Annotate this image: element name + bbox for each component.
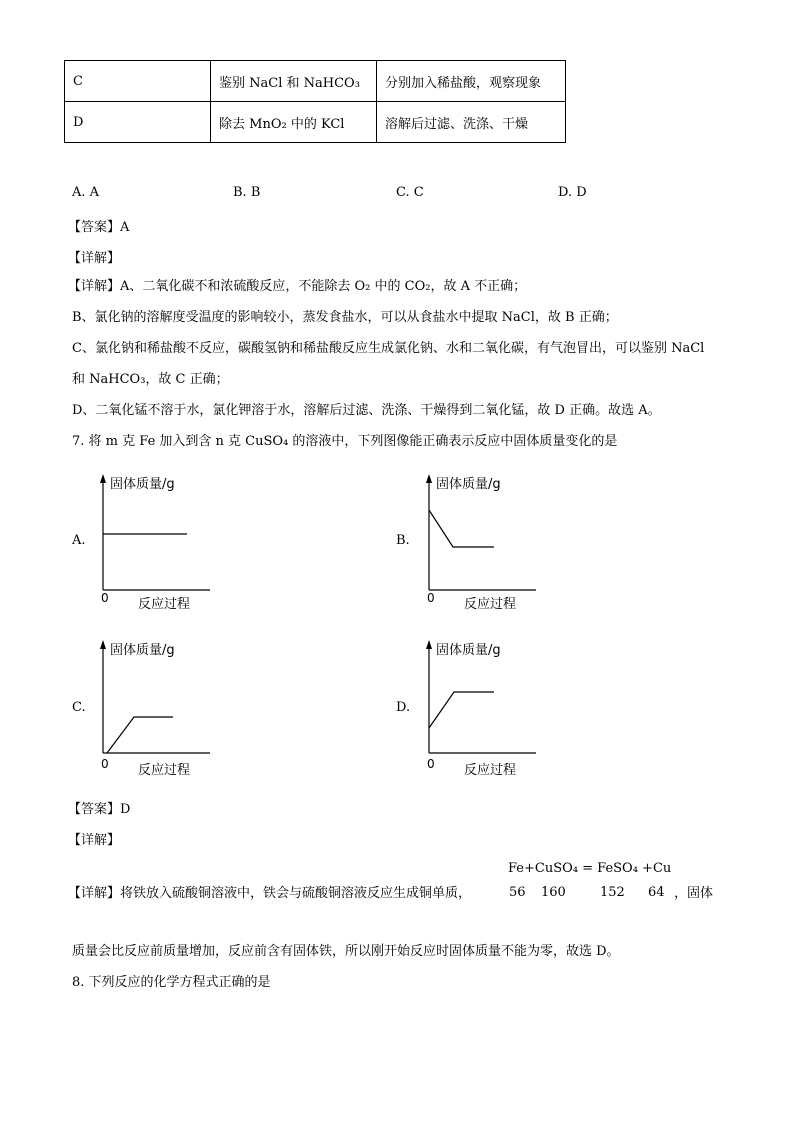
y-axis-arrow-icon [100, 640, 106, 649]
table-row [65, 61, 566, 102]
q6-detail-heading: 【详解】 [68, 251, 121, 266]
q7-detail-heading: 【详解】 [68, 833, 121, 848]
mass-curve [107, 717, 173, 753]
origin-label: 0 [427, 757, 435, 771]
q6-answer: 【答案】A [68, 220, 130, 235]
q6-detail-line: B、氯化钠的溶解度受温度的影响较小，蒸发食盐水，可以从食盐水中提取 NaCl，故 B 正确； [72, 310, 618, 325]
mass-fe: 56 [509, 885, 526, 900]
q7-answer: 【答案】D [68, 802, 131, 817]
purpose-cell: 除去 MnO₂ 中的 KCl [211, 102, 377, 143]
graph-d [416, 636, 546, 781]
y-axis-arrow-icon [426, 640, 432, 649]
reaction-equation: Fe+CuSO₄ = FeSO₄ +Cu [508, 861, 672, 876]
graph-a-label: A. [72, 533, 86, 548]
method-cell: 溶解后过滤、洗涤、干燥 [377, 102, 566, 143]
options-table [64, 60, 566, 143]
q7-stem: 7. 将 m 克 Fe 加入到含 n 克 CuSO₄ 的溶液中，下列图像能正确表示反应中固体质量变化的是 [72, 434, 618, 449]
y-axis-label: 固体质量/g [436, 477, 501, 492]
mass-cu: 64 [648, 885, 665, 900]
mass-curve [429, 510, 494, 547]
option-cell: C [65, 61, 211, 102]
graph-a [90, 470, 220, 615]
method-cell: 分别加入稀盐酸，观察现象 [377, 61, 566, 102]
graph-c-label: C. [72, 700, 86, 715]
q6-detail-line: C、氯化钠和稀盐酸不反应，碳酸氢钠和稀盐酸反应生成氯化钠、水和二氧化碳，有气泡冒出，可以鉴别 NaCl [72, 341, 705, 356]
x-axis-label: 反应过程 [138, 597, 191, 612]
option-cell: D [65, 102, 211, 143]
graph-c [90, 636, 220, 781]
graph-b [416, 470, 546, 615]
mass-curve [429, 692, 494, 728]
q6-detail-line: 和 NaHCO₃，故 C 正确； [72, 372, 229, 387]
origin-label: 0 [427, 591, 435, 605]
graph-d-label: D. [396, 700, 411, 715]
y-axis-arrow-icon [100, 474, 106, 483]
y-axis-label: 固体质量/g [436, 643, 501, 658]
y-axis-label: 固体质量/g [110, 477, 175, 492]
graph-b-label: B. [396, 533, 410, 548]
mass-feso4: 152 [600, 885, 625, 900]
choice-c: C. C [396, 185, 424, 200]
origin-label: 0 [101, 757, 109, 771]
purpose-cell: 鉴别 NaCl 和 NaHCO₃ [211, 61, 377, 102]
q7-detail-prefix: 【详解】将铁放入硫酸铜溶液中，铁会与硫酸铜溶液反应生成铜单质， [68, 886, 472, 901]
q7-detail-suffix: ，固体 [674, 886, 714, 901]
y-axis-label: 固体质量/g [110, 643, 175, 658]
q6-detail-line: D、二氧化锰不溶于水，氯化钾溶于水，溶解后过滤、洗涤、干燥得到二氧化锰，故 D 正确。故选 A。 [72, 403, 661, 418]
table-row [65, 102, 566, 143]
x-axis-label: 反应过程 [464, 763, 517, 778]
x-axis-label: 反应过程 [138, 763, 191, 778]
q7-detail-line: 质量会比反应前质量增加，反应前含有固体铁，所以刚开始反应时固体质量不能为零，故选 D。 [72, 944, 620, 959]
x-axis-label: 反应过程 [464, 597, 517, 612]
y-axis-arrow-icon [426, 474, 432, 483]
choice-d: D. D [558, 185, 587, 200]
origin-label: 0 [101, 591, 109, 605]
q6-detail-line: 【详解】A、二氧化碳不和浓硫酸反应，不能除去 O₂ 中的 CO₂，故 A 不正确； [68, 279, 527, 294]
mass-cuso4: 160 [541, 885, 566, 900]
q8-stem: 8. 下列反应的化学方程式正确的是 [72, 975, 271, 990]
choice-b: B. B [233, 185, 261, 200]
choice-a: A. A [72, 185, 100, 200]
